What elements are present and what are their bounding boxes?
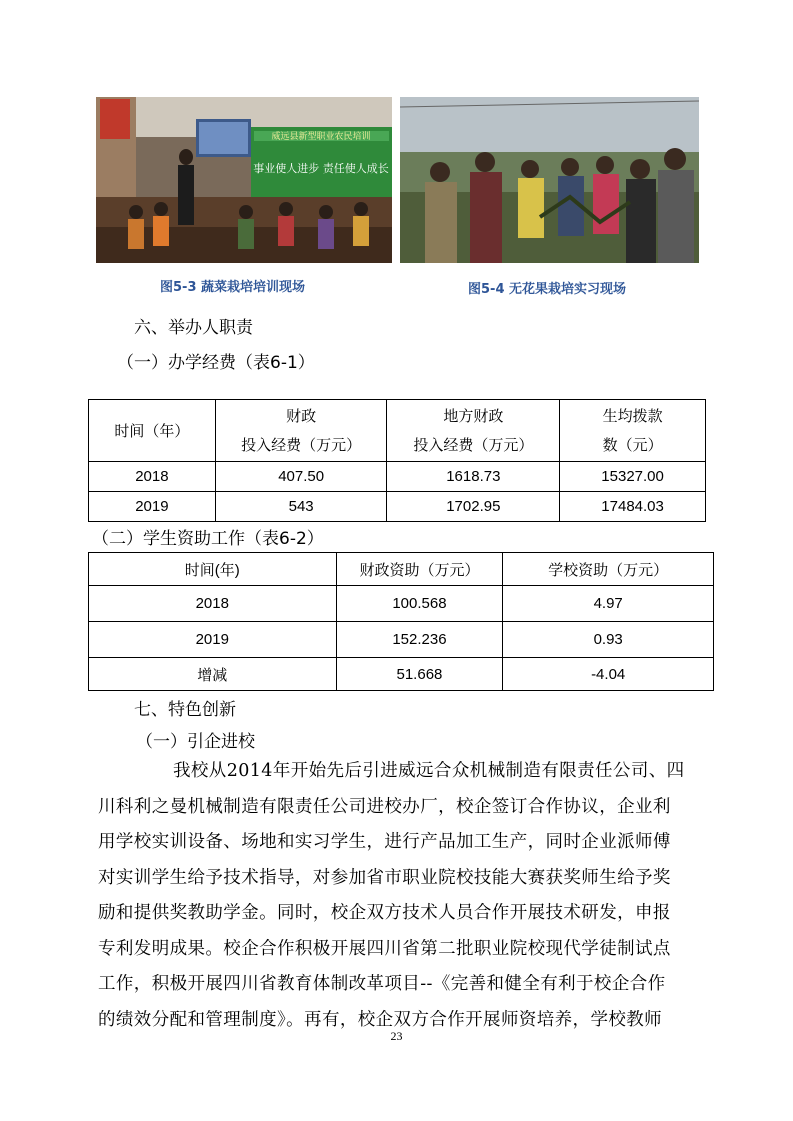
table-cell: 407.50 (215, 462, 387, 492)
table-cell: 51.668 (336, 658, 503, 691)
section-heading-6: 六、举办人职责 (134, 318, 253, 338)
paragraph-line: 我校从2014年开始先后引进威远合众机械制造有限责任公司、四 (173, 761, 685, 781)
paragraph-line: 对实训学生给予技术指导，对参加省市职业院校技能大赛获奖师生给予奖 (98, 867, 671, 888)
paragraph-line: 励和提供奖教助学金。同时，校企双方技术人员合作开展技术研发，申报 (98, 903, 671, 923)
funding-table (88, 399, 706, 522)
subheading-6-1: （一）办学经费（表6-1） (117, 353, 315, 373)
table-cell: 2018 (89, 586, 337, 622)
training-photo (96, 97, 392, 263)
paragraph-line: 工作，积极开展四川省教育体制改革项目--《完善和健全有利于校企合作 (98, 974, 666, 994)
table-cell: 增减 (89, 658, 337, 691)
header-cell: 时间(年) (89, 553, 337, 586)
figure-caption-5-4: 图5-4 无花果栽培实习现场 (468, 282, 627, 297)
table-row (89, 492, 706, 522)
student-aid-table (88, 552, 714, 691)
table-row (89, 658, 714, 691)
header-cell: 学校资助（万元） (503, 553, 714, 586)
table-cell: 4.97 (503, 586, 714, 622)
header-cell: 财政资助（万元） (336, 553, 503, 586)
table-cell: -4.04 (503, 658, 714, 691)
table-cell: 0.93 (503, 622, 714, 658)
section-heading-7: 七、特色创新 (134, 700, 236, 720)
paragraph-line: 的绩效分配和管理制度》。再有，校企双方合作开展师资培养，学校教师 (98, 1009, 663, 1030)
paragraph-line: 专利发明成果。校企合作积极开展四川省第二批职业院校现代学徒制试点 (98, 938, 671, 959)
table-cell: 2019 (89, 492, 216, 522)
table-cell: 1702.95 (387, 492, 560, 522)
banner-line1: 威远县新型职业农民培训 (271, 132, 371, 142)
paragraph-line: 用学校实训设备、场地和实习学生，进行产品加工生产，同时企业派师傅 (98, 832, 671, 852)
table-cell: 152.236 (336, 622, 503, 658)
table-cell: 1618.73 (387, 462, 560, 492)
subheading-7-1: （一）引企进校 (136, 732, 255, 752)
table-row (89, 586, 714, 622)
paragraph-line: 川科利之曼机械制造有限责任公司进校办厂，校企签订合作协议，企业利 (98, 796, 671, 817)
header-cell: 时间（年） (89, 400, 216, 462)
table-row (89, 462, 706, 492)
subheading-6-2: （二）学生资助工作（表6-2） (92, 529, 324, 549)
table-cell: 15327.00 (560, 462, 706, 492)
body-paragraph (98, 754, 698, 1038)
banner-line2: 事业使人进步 责任使人成长 (253, 162, 389, 175)
table-cell: 543 (215, 492, 387, 522)
table-cell: 2019 (89, 622, 337, 658)
header-cell: 地方财政 投入经费（万元） (387, 400, 560, 462)
practice-photo (400, 97, 699, 263)
table-cell: 2018 (89, 462, 216, 492)
table-row (89, 622, 714, 658)
figure-caption-5-3: 图5-3 蔬菜栽培培训现场 (160, 280, 306, 295)
header-cell: 生均拨款 数（元） (560, 400, 706, 462)
header-cell: 财政 投入经费（万元） (215, 400, 387, 462)
page-number: 23 (390, 1029, 403, 1043)
table-cell: 17484.03 (560, 492, 706, 522)
table-cell: 100.568 (336, 586, 503, 622)
